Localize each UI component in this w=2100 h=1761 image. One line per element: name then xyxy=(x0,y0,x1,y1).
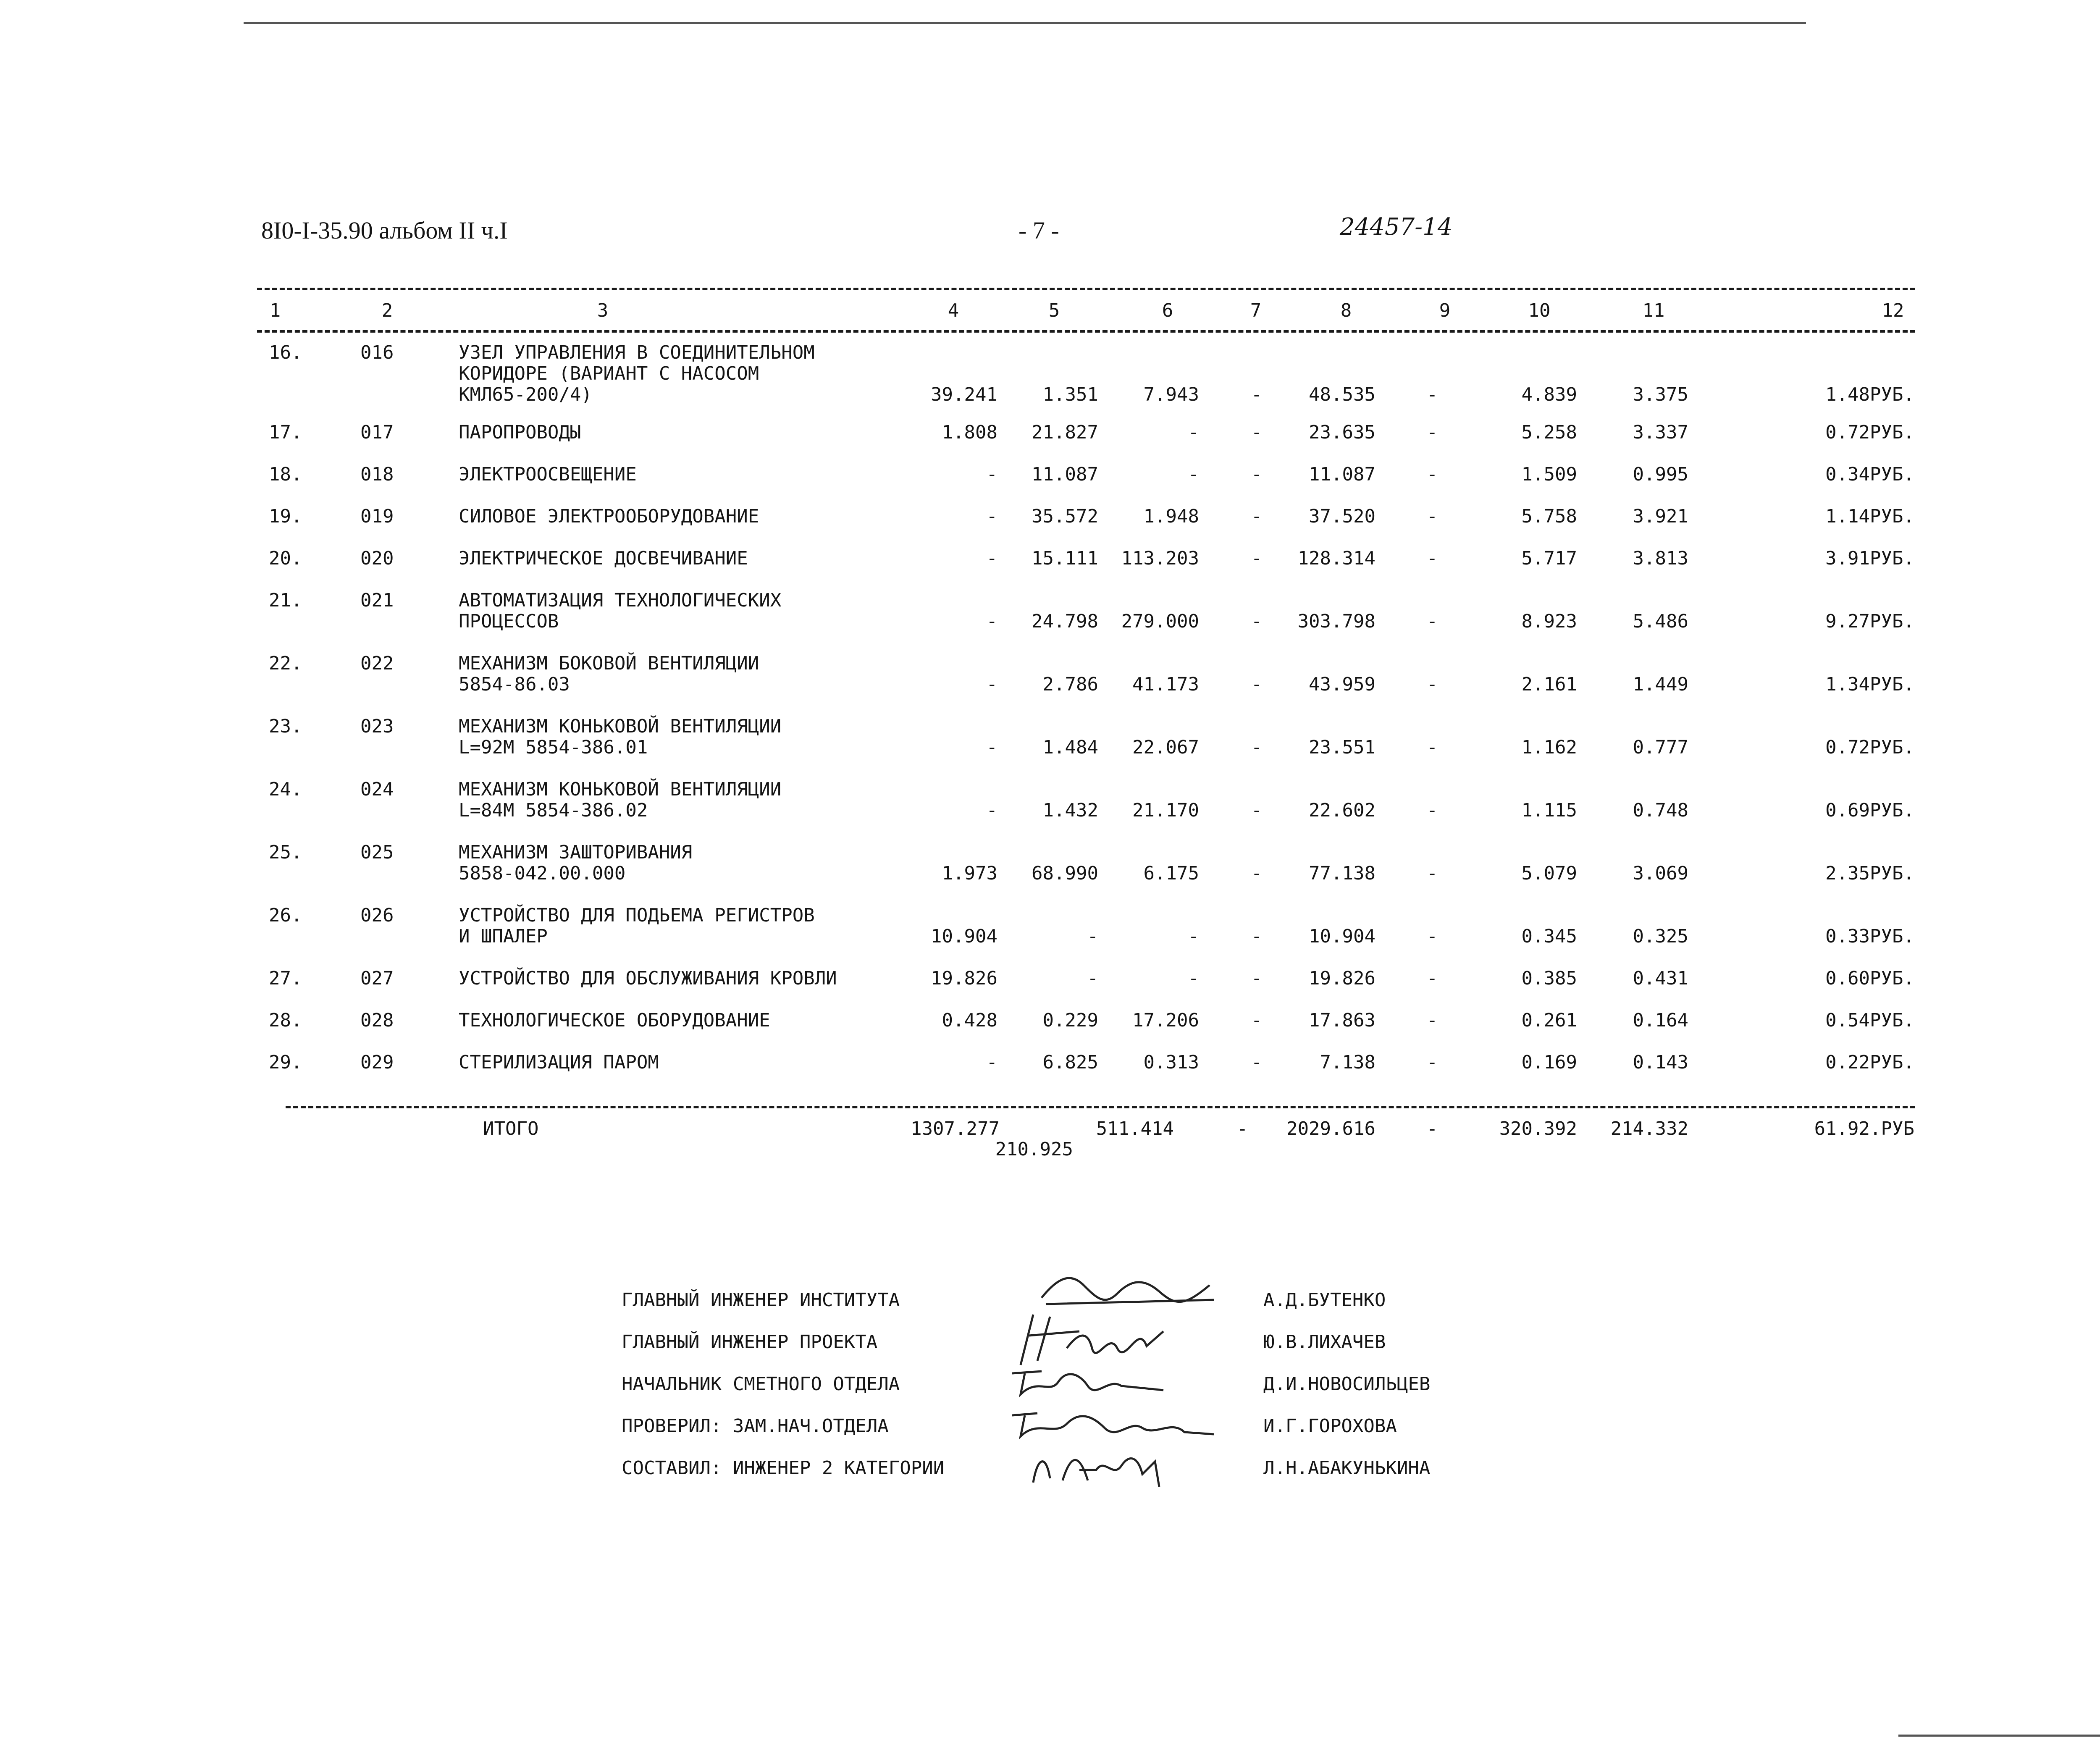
row-description: АВТОМАТИЗАЦИЯ ТЕХНОЛОГИЧЕСКИХ ПРОЦЕССОВ xyxy=(459,590,782,632)
row-description: МЕХАНИЗМ БОКОВОЙ ВЕНТИЛЯЦИИ 5854-86.03 xyxy=(459,653,759,695)
cell-col-7: - xyxy=(1251,863,1263,884)
column-header: 4 xyxy=(948,300,959,321)
row-description: МЕХАНИЗМ КОНЬКОВОЙ ВЕНТИЛЯЦИИ L=84М 5854-386.02 xyxy=(459,779,782,821)
row-number: 19. xyxy=(269,506,302,527)
cell-col-12: 3.91РУБ. xyxy=(1825,548,1914,569)
cell-col-9: - xyxy=(1426,926,1438,947)
cell-col-11: 3.337 xyxy=(1633,422,1688,443)
cell-col-9: - xyxy=(1426,464,1438,485)
cell-col-5: 1.351 xyxy=(1042,384,1098,405)
signature-scribble-abakunkina xyxy=(1016,1441,1176,1495)
cell-col-7: - xyxy=(1251,1052,1263,1073)
total-col-10: 320.392 xyxy=(1499,1118,1577,1139)
cell-col-12: 2.35РУБ. xyxy=(1825,863,1914,884)
row-number: 28. xyxy=(269,1010,302,1031)
cell-col-7: - xyxy=(1251,800,1263,821)
row-number: 17. xyxy=(269,422,302,443)
cell-col-4: - xyxy=(986,548,998,569)
column-header: 2 xyxy=(381,300,393,321)
cell-col-4: 1.973 xyxy=(942,863,998,884)
document-reference: 8I0-I-35.90 альбом II ч.I xyxy=(261,217,508,244)
cell-col-5: 0.229 xyxy=(1042,1010,1098,1031)
cell-col-11: 0.748 xyxy=(1633,800,1688,821)
cell-col-12: 0.34РУБ. xyxy=(1825,464,1914,485)
cell-col-5: 68.990 xyxy=(1032,863,1098,884)
total-col-9: - xyxy=(1426,1118,1438,1139)
cell-col-7: - xyxy=(1251,384,1263,405)
cell-col-10: 5.717 xyxy=(1521,548,1577,569)
cell-col-9: - xyxy=(1426,384,1438,405)
column-header: 3 xyxy=(597,300,609,321)
cell-col-10: 1.162 xyxy=(1521,737,1577,758)
row-code: 019 xyxy=(360,506,394,527)
cell-col-7: - xyxy=(1251,506,1263,527)
cell-col-11: 0.431 xyxy=(1633,968,1688,989)
cell-col-9: - xyxy=(1426,863,1438,884)
signature-role: ПРОВЕРИЛ: ЗАМ.НАЧ.ОТДЕЛА xyxy=(622,1415,889,1437)
cell-col-9: - xyxy=(1426,737,1438,758)
cell-col-9: - xyxy=(1426,611,1438,632)
total-col-6: 511.414 xyxy=(1096,1118,1174,1139)
signature-scribble-gorokhova xyxy=(1004,1403,1218,1445)
total-col-5: 210.925 xyxy=(995,1139,1073,1160)
cell-col-12: 0.60РУБ. xyxy=(1825,968,1914,989)
cell-col-11: 3.375 xyxy=(1633,384,1688,405)
cell-col-12: 1.48РУБ. xyxy=(1825,384,1914,405)
cell-col-11: 3.069 xyxy=(1633,863,1688,884)
row-description: УСТРОЙСТВО ДЛЯ ПОДЬЕМА РЕГИСТРОВ И ШПАЛЕР xyxy=(459,905,815,947)
cell-col-9: - xyxy=(1426,506,1438,527)
cell-col-4: - xyxy=(986,737,998,758)
cell-col-11: 3.813 xyxy=(1633,548,1688,569)
cell-col-4: - xyxy=(986,800,998,821)
cell-col-6: 1.948 xyxy=(1143,506,1199,527)
cell-col-4: 1.808 xyxy=(942,422,998,443)
cell-col-8: 10.904 xyxy=(1309,926,1376,947)
cell-col-10: 5.079 xyxy=(1521,863,1577,884)
cell-col-7: - xyxy=(1251,926,1263,947)
page-number: - 7 - xyxy=(1018,217,1059,244)
row-code: 025 xyxy=(360,842,394,863)
cell-col-9: - xyxy=(1426,968,1438,989)
column-header: 7 xyxy=(1250,300,1262,321)
bottom-scan-line xyxy=(1898,1735,2100,1737)
total-col-12: 61.92.РУБ xyxy=(1814,1118,1914,1139)
cell-col-5: 1.484 xyxy=(1042,737,1098,758)
cell-col-5: 6.825 xyxy=(1042,1052,1098,1073)
cell-col-5: 15.111 xyxy=(1032,548,1098,569)
cell-col-4: 19.826 xyxy=(931,968,998,989)
cell-col-6: 113.203 xyxy=(1121,548,1199,569)
cell-col-4: 0.428 xyxy=(942,1010,998,1031)
row-number: 20. xyxy=(269,548,302,569)
signature-scribble-novosiltsev xyxy=(1004,1361,1172,1403)
cell-col-9: - xyxy=(1426,1052,1438,1073)
row-code: 024 xyxy=(360,779,394,800)
row-code: 029 xyxy=(360,1052,394,1073)
row-description: ЭЛЕКТРООСВЕЩЕНИЕ xyxy=(459,464,637,485)
signatory-name: Ю.В.ЛИХАЧЕВ xyxy=(1263,1331,1386,1353)
cell-col-6: - xyxy=(1188,464,1199,485)
cell-col-6: 21.170 xyxy=(1132,800,1199,821)
column-header: 8 xyxy=(1340,300,1352,321)
column-header: 10 xyxy=(1528,300,1551,321)
cell-col-6: - xyxy=(1188,968,1199,989)
row-description: МЕХАНИЗМ КОНЬКОВОЙ ВЕНТИЛЯЦИИ L=92М 5854-386.01 xyxy=(459,716,782,758)
cell-col-8: 77.138 xyxy=(1309,863,1376,884)
cell-col-4: - xyxy=(986,1052,998,1073)
column-header: 12 xyxy=(1882,300,1904,321)
cell-col-12: 0.72РУБ. xyxy=(1825,737,1914,758)
cell-col-7: - xyxy=(1251,611,1263,632)
cell-col-12: 0.54РУБ. xyxy=(1825,1010,1914,1031)
cell-col-9: - xyxy=(1426,800,1438,821)
signature-role: ГЛАВНЫЙ ИНЖЕНЕР ПРОЕКТА xyxy=(622,1331,878,1353)
row-code: 020 xyxy=(360,548,394,569)
top-scan-line xyxy=(244,22,1806,24)
total-col-11: 214.332 xyxy=(1610,1118,1688,1139)
cell-col-6: 22.067 xyxy=(1132,737,1199,758)
cell-col-11: 0.164 xyxy=(1633,1010,1688,1031)
signatory-name: Д.И.НОВОСИЛЬЦЕВ xyxy=(1263,1373,1431,1395)
cell-col-5: 2.786 xyxy=(1042,674,1098,695)
cell-col-8: 48.535 xyxy=(1309,384,1376,405)
total-col-4: 1307.277 xyxy=(911,1118,1000,1139)
table-total-rule xyxy=(286,1106,1915,1108)
cell-col-11: 0.995 xyxy=(1633,464,1688,485)
column-header: 5 xyxy=(1048,300,1060,321)
cell-col-5: 35.572 xyxy=(1032,506,1098,527)
total-col-8: 2029.616 xyxy=(1286,1118,1376,1139)
column-header: 9 xyxy=(1439,300,1451,321)
cell-col-10: 4.839 xyxy=(1521,384,1577,405)
column-header: 11 xyxy=(1642,300,1665,321)
row-description: ПАРОПРОВОДЫ xyxy=(459,422,581,443)
table-top-rule xyxy=(257,288,1915,290)
cell-col-9: - xyxy=(1426,422,1438,443)
cell-col-12: 0.69РУБ. xyxy=(1825,800,1914,821)
cell-col-8: 22.602 xyxy=(1309,800,1376,821)
cell-col-12: 1.14РУБ. xyxy=(1825,506,1914,527)
table-header-rule xyxy=(257,330,1915,333)
cell-col-8: 11.087 xyxy=(1309,464,1376,485)
cell-col-4: - xyxy=(986,506,998,527)
handwritten-reference: 24457-14 xyxy=(1340,213,1453,241)
cell-col-10: 5.758 xyxy=(1521,506,1577,527)
signature-role: СОСТАВИЛ: ИНЖЕНЕР 2 КАТЕГОРИИ xyxy=(622,1457,945,1479)
cell-col-9: - xyxy=(1426,548,1438,569)
cell-col-7: - xyxy=(1251,1010,1263,1031)
cell-col-6: 279.000 xyxy=(1121,611,1199,632)
cell-col-7: - xyxy=(1251,464,1263,485)
row-code: 028 xyxy=(360,1010,394,1031)
column-header: 1 xyxy=(269,300,281,321)
row-number: 26. xyxy=(269,905,302,926)
row-number: 16. xyxy=(269,342,302,363)
cell-col-11: 0.777 xyxy=(1633,737,1688,758)
cell-col-10: 0.345 xyxy=(1521,926,1577,947)
total-label: ИТОГО xyxy=(483,1118,539,1139)
signature-role: НАЧАЛЬНИК СМЕТНОГО ОТДЕЛА xyxy=(622,1373,900,1395)
cell-col-5: 11.087 xyxy=(1032,464,1098,485)
cell-col-8: 37.520 xyxy=(1309,506,1376,527)
row-number: 23. xyxy=(269,716,302,737)
cell-col-10: 0.385 xyxy=(1521,968,1577,989)
cell-col-6: 6.175 xyxy=(1143,863,1199,884)
cell-col-10: 5.258 xyxy=(1521,422,1577,443)
cell-col-7: - xyxy=(1251,968,1263,989)
cell-col-5: - xyxy=(1087,926,1098,947)
row-number: 18. xyxy=(269,464,302,485)
cell-col-8: 17.863 xyxy=(1309,1010,1376,1031)
row-code: 016 xyxy=(360,342,394,363)
row-description: УЗЕЛ УПРАВЛЕНИЯ В СОЕДИНИТЕЛЬНОМ КОРИДОРЕ (ВАРИАНТ С НАСОСОМ КМЛ65-200/4) xyxy=(459,342,815,405)
cell-col-4: 39.241 xyxy=(931,384,998,405)
cell-col-8: 23.551 xyxy=(1309,737,1376,758)
row-code: 022 xyxy=(360,653,394,674)
cell-col-4: 10.904 xyxy=(931,926,998,947)
row-description: ЭЛЕКТРИЧЕСКОЕ ДОСВЕЧИВАНИЕ xyxy=(459,548,748,569)
cell-col-8: 303.798 xyxy=(1297,611,1376,632)
row-description: ТЕХНОЛОГИЧЕСКОЕ ОБОРУДОВАНИЕ xyxy=(459,1010,770,1031)
cell-col-6: - xyxy=(1188,422,1199,443)
cell-col-7: - xyxy=(1251,674,1263,695)
cell-col-7: - xyxy=(1251,548,1263,569)
row-number: 25. xyxy=(269,842,302,863)
cell-col-11: 0.325 xyxy=(1633,926,1688,947)
column-header: 6 xyxy=(1162,300,1173,321)
signature-scribble-likhachev xyxy=(1004,1306,1180,1369)
signature-role: ГЛАВНЫЙ ИНЖЕНЕР ИНСТИТУТА xyxy=(622,1289,900,1311)
cell-col-8: 23.635 xyxy=(1309,422,1376,443)
row-description: СИЛОВОЕ ЭЛЕКТРООБОРУДОВАНИЕ xyxy=(459,506,759,527)
cell-col-5: 21.827 xyxy=(1032,422,1098,443)
signatory-name: А.Д.БУТЕНКО xyxy=(1263,1289,1386,1311)
cell-col-6: 0.313 xyxy=(1143,1052,1199,1073)
cell-col-12: 1.34РУБ. xyxy=(1825,674,1914,695)
cell-col-5: - xyxy=(1087,968,1098,989)
row-description: СТЕРИЛИЗАЦИЯ ПАРОМ xyxy=(459,1052,659,1073)
cell-col-6: - xyxy=(1188,926,1199,947)
cell-col-12: 0.22РУБ. xyxy=(1825,1052,1914,1073)
cell-col-8: 128.314 xyxy=(1297,548,1376,569)
cell-col-9: - xyxy=(1426,1010,1438,1031)
signatory-name: Л.Н.АБАКУНЬКИНА xyxy=(1263,1457,1431,1479)
cell-col-4: - xyxy=(986,611,998,632)
cell-col-10: 8.923 xyxy=(1521,611,1577,632)
total-col-7: - xyxy=(1236,1118,1248,1139)
row-code: 021 xyxy=(360,590,394,611)
row-number: 22. xyxy=(269,653,302,674)
cell-col-4: - xyxy=(986,464,998,485)
cell-col-12: 0.33РУБ. xyxy=(1825,926,1914,947)
row-code: 026 xyxy=(360,905,394,926)
cell-col-8: 43.959 xyxy=(1309,674,1376,695)
cell-col-10: 1.115 xyxy=(1521,800,1577,821)
cell-col-4: - xyxy=(986,674,998,695)
cell-col-10: 1.509 xyxy=(1521,464,1577,485)
cell-col-5: 1.432 xyxy=(1042,800,1098,821)
cell-col-6: 17.206 xyxy=(1132,1010,1199,1031)
signatory-name: И.Г.ГОРОХОВА xyxy=(1263,1415,1397,1437)
cell-col-11: 3.921 xyxy=(1633,506,1688,527)
row-description: МЕХАНИЗМ ЗАШТОРИВАНИЯ 5858-042.00.000 xyxy=(459,842,693,884)
cell-col-10: 0.261 xyxy=(1521,1010,1577,1031)
cell-col-10: 0.169 xyxy=(1521,1052,1577,1073)
cell-col-11: 0.143 xyxy=(1633,1052,1688,1073)
cell-col-11: 5.486 xyxy=(1633,611,1688,632)
cell-col-7: - xyxy=(1251,422,1263,443)
row-description: УСТРОЙСТВО ДЛЯ ОБСЛУЖИВАНИЯ КРОВЛИ xyxy=(459,968,837,989)
row-number: 24. xyxy=(269,779,302,800)
cell-col-6: 7.943 xyxy=(1143,384,1199,405)
cell-col-12: 0.72РУБ. xyxy=(1825,422,1914,443)
cell-col-12: 9.27РУБ. xyxy=(1825,611,1914,632)
row-code: 018 xyxy=(360,464,394,485)
cell-col-7: - xyxy=(1251,737,1263,758)
row-number: 29. xyxy=(269,1052,302,1073)
cell-col-11: 1.449 xyxy=(1633,674,1688,695)
cell-col-8: 7.138 xyxy=(1320,1052,1376,1073)
row-code: 027 xyxy=(360,968,394,989)
row-code: 023 xyxy=(360,716,394,737)
cell-col-5: 24.798 xyxy=(1032,611,1098,632)
cell-col-9: - xyxy=(1426,674,1438,695)
row-number: 27. xyxy=(269,968,302,989)
row-code: 017 xyxy=(360,422,394,443)
cell-col-8: 19.826 xyxy=(1309,968,1376,989)
cell-col-10: 2.161 xyxy=(1521,674,1577,695)
row-number: 21. xyxy=(269,590,302,611)
cell-col-6: 41.173 xyxy=(1132,674,1199,695)
